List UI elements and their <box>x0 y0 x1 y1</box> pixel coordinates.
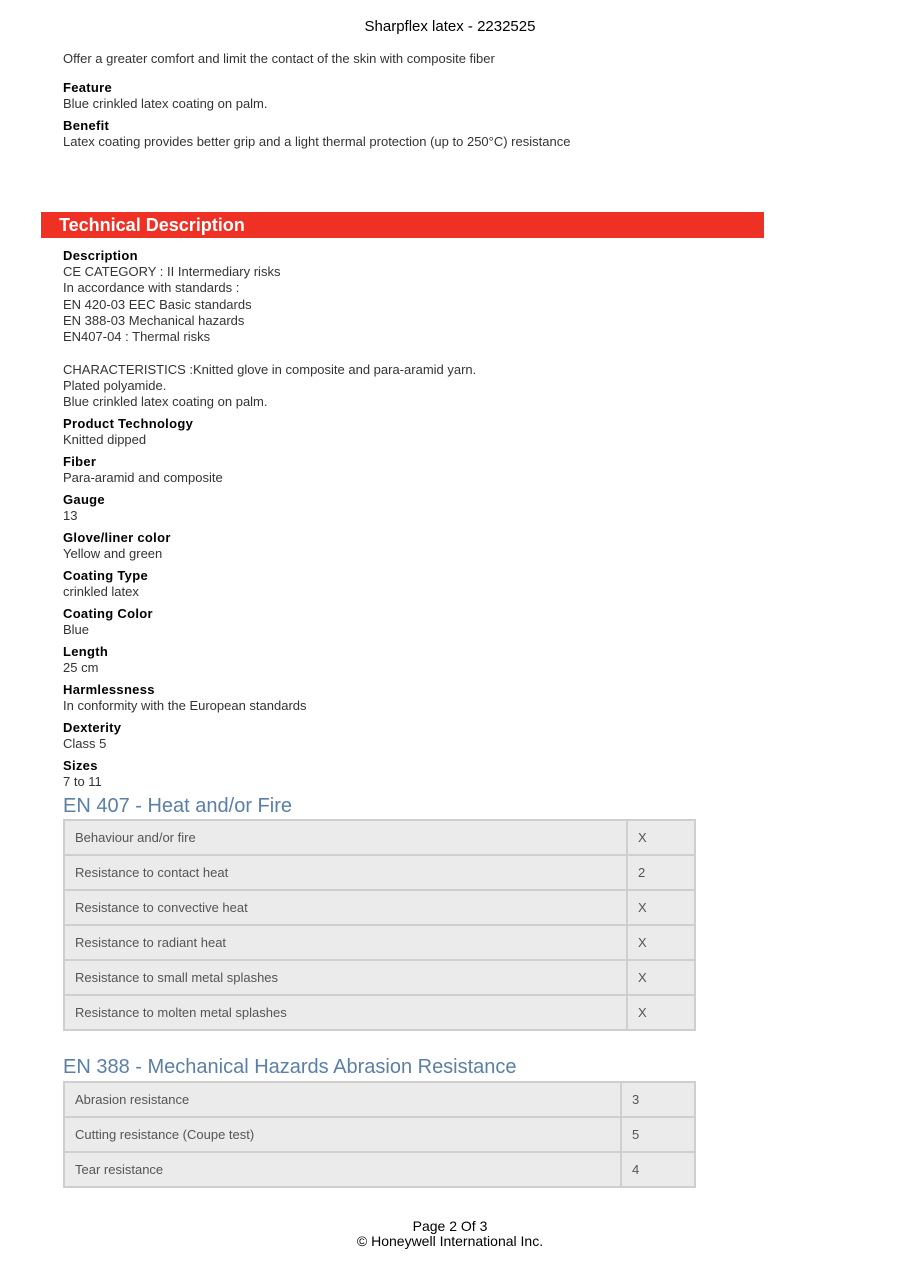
page-number: Page 2 Of 3 <box>412 1218 488 1234</box>
table-row <box>64 995 695 1030</box>
description-line: EN407-04 : Thermal risks <box>63 329 211 345</box>
table-row <box>64 1152 695 1187</box>
description-line: EN 420-03 EEC Basic standards <box>63 296 252 312</box>
technical-description-banner <box>41 212 764 238</box>
en407-table <box>63 819 696 1031</box>
row-name: Tear resistance <box>64 1152 621 1187</box>
field-label-product-technology: Product Technology <box>63 416 194 431</box>
field-value-sizes: 7 to 11 <box>63 774 102 789</box>
row-name: Abrasion resistance <box>64 1082 621 1117</box>
description-line: Plated polyamide. <box>63 378 167 394</box>
feature-label: Feature <box>63 80 113 95</box>
intro-text: Offer a greater comfort and limit the contact of the skin with composite fiber <box>63 51 495 66</box>
row-name: Resistance to radiant heat <box>64 925 627 960</box>
table-row <box>64 820 695 855</box>
description-label: Description <box>63 248 138 263</box>
row-name: Resistance to contact heat <box>64 855 627 890</box>
row-value: X <box>627 960 695 995</box>
field-value-fiber: Para-aramid and composite <box>63 470 223 485</box>
row-value: 5 <box>621 1117 695 1152</box>
table-row <box>64 1082 695 1117</box>
benefit-label: Benefit <box>63 118 110 133</box>
document-title: Sharpflex latex - 2232525 <box>364 18 536 35</box>
description-line: In accordance with standards : <box>63 280 240 296</box>
field-value-coating-color: Blue <box>63 622 90 637</box>
field-label-dexterity: Dexterity <box>63 720 122 735</box>
field-label-harmlessness: Harmlessness <box>63 682 155 697</box>
page-footer <box>0 1219 900 1249</box>
row-value: 2 <box>627 855 695 890</box>
row-name: Resistance to molten metal splashes <box>64 995 627 1030</box>
field-label-sizes: Sizes <box>63 758 98 773</box>
row-value: 3 <box>621 1082 695 1117</box>
en388-table <box>63 1081 696 1188</box>
row-value: X <box>627 925 695 960</box>
row-value: 4 <box>621 1152 695 1187</box>
field-label-glove-color: Glove/liner color <box>63 530 171 545</box>
field-value-dexterity: Class 5 <box>63 736 107 751</box>
description-line <box>63 345 476 361</box>
copyright-notice: © Honeywell International Inc. <box>356 1233 544 1249</box>
feature-value: Blue crinkled latex coating on palm. <box>63 96 268 111</box>
field-value-gauge: 13 <box>63 508 78 523</box>
description-line: EN 388-03 Mechanical hazards <box>63 312 245 328</box>
row-name: Resistance to small metal splashes <box>64 960 627 995</box>
row-value: X <box>627 820 695 855</box>
row-name: Cutting resistance (Coupe test) <box>64 1117 621 1152</box>
description-line: Blue crinkled latex coating on palm. <box>63 394 268 410</box>
description-line: CHARACTERISTICS :Knitted glove in composite and para-aramid yarn. <box>63 361 477 377</box>
field-label-length: Length <box>63 644 109 659</box>
field-label-coating-color: Coating Color <box>63 606 153 621</box>
field-label-fiber: Fiber <box>63 454 97 469</box>
field-value-length: 25 cm <box>63 660 99 675</box>
row-name: Resistance to convective heat <box>64 890 627 925</box>
row-value: X <box>627 995 695 1030</box>
field-value-glove-color: Yellow and green <box>63 546 163 561</box>
en407-heading: EN 407 - Heat and/or Fire <box>63 795 292 817</box>
table-row <box>64 1117 695 1152</box>
row-value: X <box>627 890 695 925</box>
row-name: Behaviour and/or fire <box>64 820 627 855</box>
banner-title: Technical Description <box>59 215 245 235</box>
field-label-coating-type: Coating Type <box>63 568 148 583</box>
field-value-harmlessness: In conformity with the European standards <box>63 698 307 713</box>
field-value-coating-type: crinkled latex <box>63 584 139 599</box>
table-row <box>64 925 695 960</box>
benefit-value: Latex coating provides better grip and a light thermal protection (up to 250°C) resistance <box>63 134 571 149</box>
field-label-gauge: Gauge <box>63 492 105 507</box>
table-row <box>64 960 695 995</box>
table-row <box>64 890 695 925</box>
description-line: CE CATEGORY : II Intermediary risks <box>63 264 281 279</box>
field-value-product-technology: Knitted dipped <box>63 432 147 447</box>
description-text <box>63 264 476 411</box>
table-row <box>64 855 695 890</box>
en388-heading: EN 388 - Mechanical Hazards Abrasion Resistance <box>63 1056 517 1078</box>
